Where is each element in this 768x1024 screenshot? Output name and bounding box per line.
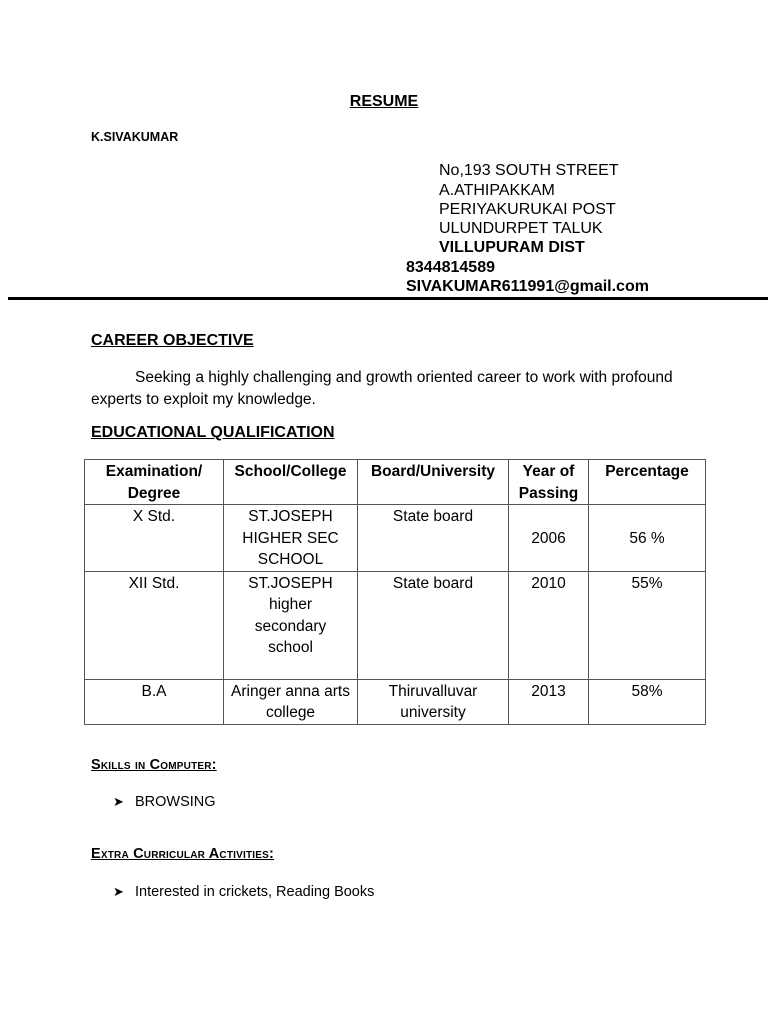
career-objective-heading: CAREER OBJECTIVE (91, 332, 254, 349)
cell-exam: B.A (85, 679, 224, 724)
cell-school: ST.JOSEPH higher secondary school (224, 571, 358, 679)
email-address: SIVAKUMAR611991@gmail.com (406, 278, 649, 295)
cell-percentage: 55% (589, 571, 706, 679)
column-header-exam: Examination/ Degree (85, 460, 224, 505)
skill-item: BROWSING (135, 794, 216, 810)
list-item (113, 794, 216, 810)
extra-curricular-heading-text: Extra Curricular Activities: (91, 846, 275, 862)
table-row (85, 679, 706, 724)
candidate-name: K.SIVAKUMAR (91, 130, 179, 144)
cell-year: 2010 (509, 571, 589, 679)
extra-curricular-heading (91, 846, 274, 862)
education-heading: EDUCATIONAL QUALIFICATION (91, 424, 335, 441)
phone-number: 8344814589 (406, 259, 495, 276)
address-line-4: ULUNDURPET TALUK (439, 220, 603, 237)
address-district: VILLUPURAM DIST (439, 239, 585, 256)
skills-heading (91, 757, 217, 773)
header-divider (8, 297, 768, 300)
cell-percentage: 58% (589, 679, 706, 724)
cell-board: Thiruvalluvar university (358, 679, 509, 724)
column-header-board: Board/University (358, 460, 509, 505)
cell-exam: XII Std. (85, 571, 224, 679)
address-line-2: A.ATHIPAKKAM (439, 182, 555, 199)
cell-board: State board (358, 505, 509, 572)
cell-board: State board (358, 571, 509, 679)
cell-exam: X Std. (85, 505, 224, 572)
cell-school: Aringer anna arts college (224, 679, 358, 724)
cell-year: 2006 (509, 505, 589, 572)
career-objective-body: Seeking a highly challenging and growth oriented career to work with profound experts to exploit my knowledge. (91, 369, 673, 408)
cell-percentage: 56 % (589, 505, 706, 572)
column-header-percentage: Percentage (589, 460, 706, 505)
bullet-arrow-icon: ➤ (113, 884, 124, 899)
activity-item: Interested in crickets, Reading Books (135, 884, 375, 900)
cell-school: ST.JOSEPH HIGHER SEC SCHOOL (224, 505, 358, 572)
address-line-3: PERIYAKURUKAI POST (439, 201, 616, 218)
education-table (84, 459, 706, 725)
address-line-1: No,193 SOUTH STREET (439, 162, 619, 179)
table-header-row (85, 460, 706, 505)
column-header-school: School/College (224, 460, 358, 505)
table-row (85, 505, 706, 572)
cell-year: 2013 (509, 679, 589, 724)
table-row (85, 571, 706, 679)
column-header-year: Year of Passing (509, 460, 589, 505)
resume-title: RESUME (349, 93, 419, 110)
skills-heading-text: Skills in Computer: (91, 757, 217, 773)
bullet-arrow-icon: ➤ (113, 794, 124, 809)
career-objective-text (91, 367, 691, 410)
list-item (113, 884, 374, 900)
